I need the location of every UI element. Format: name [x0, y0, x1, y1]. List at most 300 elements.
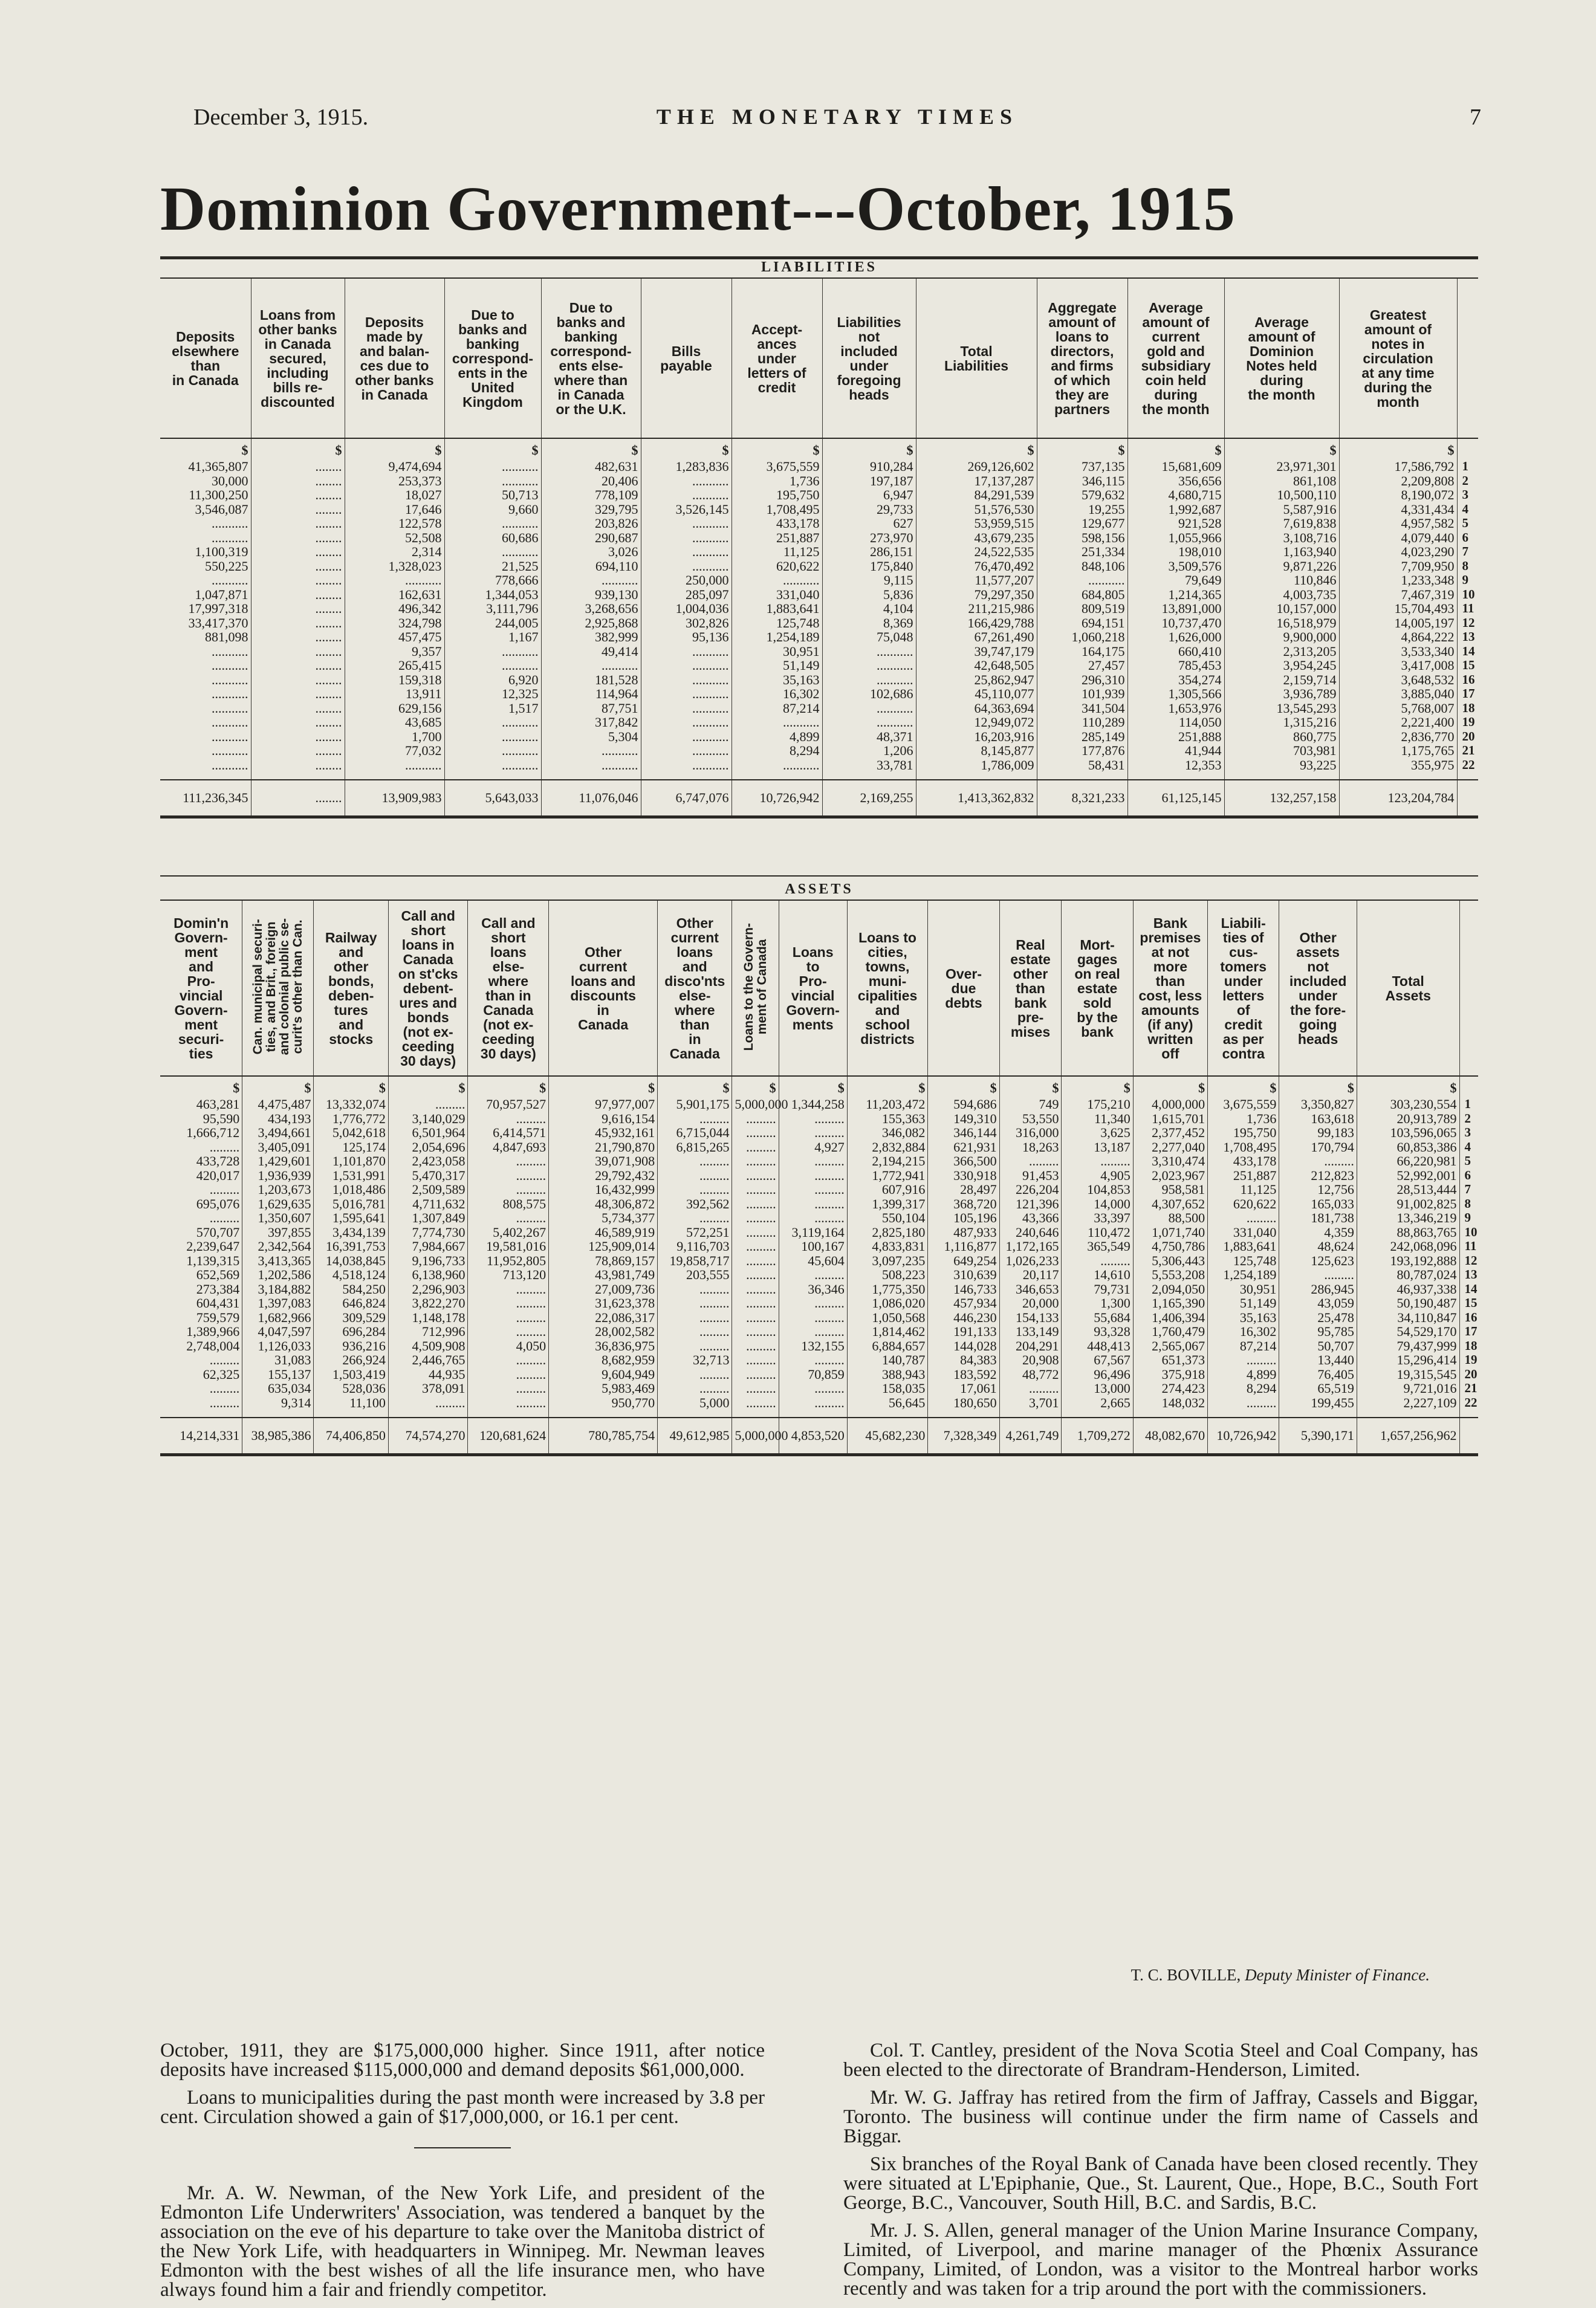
table-cell: 1,175,765: [1339, 744, 1457, 758]
line-number: 5: [1459, 1154, 1478, 1169]
table-cell: ...........: [212, 686, 248, 701]
table-cell: 936,216: [314, 1339, 388, 1353]
total-cell: 1,709,272: [1062, 1418, 1133, 1453]
table-cell: ........: [251, 730, 345, 744]
table-cell: 19,315,545: [1357, 1367, 1459, 1382]
table-cell: 1,206: [822, 744, 916, 758]
table-cell: 331,040: [1208, 1225, 1279, 1240]
table-cell: 5,000,000: [732, 1097, 779, 1112]
table-cell: ...........: [212, 715, 248, 730]
table-cell: .........: [468, 1112, 549, 1126]
table-cell: 253,373: [345, 474, 444, 488]
table-cell: 1,004,036: [641, 601, 731, 616]
line-number-header: [1457, 279, 1478, 438]
table-cell: 244,005: [444, 616, 541, 630]
table-cell: ........: [251, 630, 345, 644]
table-cell: 1,026,233: [999, 1254, 1062, 1268]
table-cell: 42,648,505: [916, 658, 1037, 673]
table-cell: 3,350,827: [1279, 1097, 1357, 1112]
table-cell: .........: [658, 1282, 732, 1297]
unit-cell: $: [251, 438, 345, 459]
table-cell: 341,504: [1037, 701, 1127, 716]
unit-cell: $: [1208, 1076, 1279, 1097]
table-cell: 13,440: [1279, 1353, 1357, 1367]
table-cell: 58,431: [1037, 758, 1127, 773]
table-cell: 3,405,091: [242, 1140, 314, 1155]
table-cell: 584,250: [314, 1282, 388, 1297]
unit-cell: $: [732, 1076, 779, 1097]
table-cell: ........: [251, 758, 345, 773]
table-cell: 66,220,981: [1357, 1154, 1459, 1169]
table-cell: 1,708,495: [731, 502, 822, 517]
table-row: [160, 488, 1478, 502]
table-cell: 45,110,077: [916, 687, 1037, 701]
table-cell: 21,525: [444, 559, 541, 574]
table-cell: 3,413,365: [242, 1254, 314, 1268]
table-cell: 4,359: [1279, 1225, 1357, 1240]
table-cell: .........: [388, 1396, 468, 1410]
table-cell: 296,310: [1037, 673, 1127, 687]
table-cell: 594,686: [928, 1097, 999, 1112]
table-cell: ...........: [641, 701, 731, 716]
table-cell: 12,756: [1279, 1182, 1357, 1197]
table-cell: 604,431: [196, 1295, 240, 1311]
table-cell: 240,646: [999, 1225, 1062, 1240]
table-cell: 7,619,838: [1224, 516, 1339, 531]
table-cell: 3,268,656: [541, 601, 641, 616]
line-number: 12: [1459, 1254, 1478, 1268]
table-cell: .........: [779, 1268, 847, 1282]
table-cell: .........: [732, 1296, 779, 1311]
table-cell: 15,681,609: [1127, 459, 1224, 474]
table-cell: 87,751: [541, 701, 641, 716]
table-cell: 122,578: [345, 516, 444, 531]
table-cell: 52,508: [345, 531, 444, 545]
table-cell: 121,396: [999, 1197, 1062, 1211]
table-cell: 80,787,024: [1357, 1268, 1459, 1282]
article-paragraph: Col. T. Cantley, president of the Nova Scotia Steel and Coal Company, has been elected to the directorate of Brandram-Henderson, Limited.: [843, 2040, 1478, 2081]
table-row: [160, 573, 1478, 588]
total-cell: ........: [251, 780, 345, 815]
table-cell: 4,000,000: [1133, 1097, 1207, 1112]
table-cell: 48,306,872: [549, 1197, 658, 1211]
table-cell: ...........: [641, 658, 731, 673]
table-cell: ........: [251, 701, 345, 716]
table-cell: 100,167: [779, 1239, 847, 1254]
table-cell: 79,437,999: [1357, 1339, 1459, 1353]
table-cell: 570,707: [196, 1224, 240, 1240]
table-row: [160, 601, 1478, 616]
total-cell: 120,681,624: [468, 1418, 549, 1453]
table-cell: 56,645: [847, 1396, 928, 1410]
table-cell: .........: [779, 1381, 847, 1396]
table-cell: 1,254,189: [1208, 1268, 1279, 1282]
table-cell: 12,949,072: [916, 715, 1037, 730]
total-cell: 1,413,362,832: [916, 780, 1037, 815]
spacer-cell: [731, 772, 822, 780]
table-cell: 53,550: [999, 1112, 1062, 1126]
table-cell: 195,750: [731, 488, 822, 502]
unit-cell: $: [1224, 438, 1339, 459]
table-cell: 434,193: [242, 1112, 314, 1126]
table-cell: 4,050: [468, 1339, 549, 1353]
table-cell: 31,623,378: [549, 1296, 658, 1311]
table-cell: 9,871,226: [1224, 559, 1339, 574]
spacer-row: [160, 1410, 1478, 1418]
table-cell: .........: [388, 1097, 468, 1112]
table-cell: 48,371: [822, 730, 916, 744]
table-cell: 1,172,165: [999, 1239, 1062, 1254]
table-cell: 482,631: [541, 459, 641, 474]
table-cell: .........: [779, 1182, 847, 1197]
column-header: [242, 901, 314, 1076]
table-cell: .........: [468, 1154, 549, 1169]
table-cell: 30,951: [1208, 1282, 1279, 1297]
table-cell: 4,475,487: [242, 1097, 314, 1112]
table-row: [160, 1353, 1478, 1367]
table-cell: 36,836,975: [549, 1339, 658, 1353]
table-cell: ...........: [212, 643, 248, 659]
unit-row: [160, 438, 1478, 459]
table-cell: 433,178: [731, 516, 822, 531]
table-cell: 32,713: [658, 1353, 732, 1367]
table-cell: .........: [209, 1395, 240, 1410]
table-cell: 24,522,535: [916, 545, 1037, 559]
issue-date: December 3, 1915.: [193, 105, 369, 130]
table-cell: 114,050: [1127, 715, 1224, 730]
table-cell: 226,204: [999, 1182, 1062, 1197]
table-cell: ...........: [444, 730, 541, 744]
line-number-cell: [1457, 780, 1478, 815]
table-cell: .........: [732, 1211, 779, 1225]
total-cell: 49,612,985: [658, 1418, 732, 1453]
table-cell: .........: [468, 1296, 549, 1311]
table-cell: ...........: [822, 715, 916, 730]
table-cell: 95,590: [203, 1110, 240, 1126]
table-cell: 30,951: [731, 644, 822, 659]
table-cell: 397,855: [242, 1225, 314, 1240]
total-cell: 7,328,349: [928, 1418, 999, 1453]
line-number: 16: [1457, 673, 1478, 687]
line-number: 15: [1457, 658, 1478, 673]
table-cell: 43,366: [999, 1211, 1062, 1225]
table-cell: 2,209,808: [1339, 474, 1457, 488]
table-cell: 433,178: [1208, 1154, 1279, 1169]
table-cell: 1,760,479: [1133, 1324, 1207, 1339]
spacer-cell: [1224, 772, 1339, 780]
table-cell: 46,937,338: [1357, 1282, 1459, 1297]
table-cell: 175,840: [822, 559, 916, 574]
table-cell: 3,119,164: [779, 1225, 847, 1240]
table-cell: 25,478: [1279, 1311, 1357, 1325]
table-cell: 11,300,250: [189, 487, 248, 502]
table-cell: ...........: [541, 758, 641, 773]
table-cell: 1,060,218: [1037, 630, 1127, 644]
table-cell: 8,682,959: [549, 1353, 658, 1367]
table-row: [160, 1296, 1478, 1311]
column-header: Railway and other bonds, deben- tures and stocks: [314, 901, 388, 1076]
table-cell: 1,148,178: [388, 1311, 468, 1325]
table-cell: 88,863,765: [1357, 1225, 1459, 1240]
table-cell: 28,513,444: [1357, 1182, 1459, 1197]
table-cell: .........: [732, 1112, 779, 1126]
signature: [1131, 1966, 1430, 1985]
column-header: Domin'n Govern- ment and Pro- vincial Govern- ment securi- ties: [160, 901, 242, 1076]
table-cell: .........: [658, 1211, 732, 1225]
table-cell: ...........: [444, 644, 541, 659]
table-cell: 1,615,701: [1133, 1112, 1207, 1126]
spacer-cell: [160, 772, 251, 780]
table-cell: 9,616,154: [549, 1112, 658, 1126]
table-cell: 4,847,693: [468, 1140, 549, 1155]
spacer-cell: [251, 772, 345, 780]
unit-cell: $: [1357, 1076, 1459, 1097]
table-cell: 162,631: [345, 588, 444, 602]
unit-cell: $: [999, 1076, 1062, 1097]
table-row: [160, 502, 1478, 517]
line-number: 14: [1459, 1282, 1478, 1297]
table-cell: 1,307,849: [388, 1211, 468, 1225]
table-cell: 354,274: [1127, 673, 1224, 687]
unit-cell: $: [233, 1080, 240, 1096]
table-cell: .........: [779, 1296, 847, 1311]
table-cell: 3,097,235: [847, 1254, 928, 1268]
total-cell: 4,853,520: [779, 1418, 847, 1453]
table-cell: 3,822,270: [388, 1296, 468, 1311]
table-cell: 13,000: [1062, 1381, 1133, 1396]
table-cell: .........: [658, 1311, 732, 1325]
table-cell: 3,026: [541, 545, 641, 559]
table-cell: ...........: [641, 488, 731, 502]
table-cell: ...........: [444, 715, 541, 730]
column-header: Mort- gages on real estate sold by the bank: [1062, 901, 1133, 1076]
table-cell: .........: [468, 1182, 549, 1197]
table-cell: 166,429,788: [916, 616, 1037, 630]
table-cell: 2,023,967: [1133, 1169, 1207, 1183]
table-cell: 2,194,215: [847, 1154, 928, 1169]
table-cell: ...........: [212, 572, 248, 588]
total-cell: 132,257,158: [1224, 780, 1339, 815]
table-cell: ...........: [822, 701, 916, 716]
table-cell: 10,157,000: [1224, 601, 1339, 616]
table-cell: 958,581: [1133, 1182, 1207, 1197]
table-cell: 463,281: [196, 1097, 240, 1112]
table-cell: .........: [468, 1396, 549, 1410]
table-cell: .........: [658, 1154, 732, 1169]
table-cell: 7,774,730: [388, 1225, 468, 1240]
table-cell: 1,503,419: [314, 1367, 388, 1382]
table-cell: ...........: [345, 573, 444, 588]
table-cell: 3,885,040: [1339, 687, 1457, 701]
table-cell: 199,455: [1279, 1396, 1357, 1410]
spacer-cell: [822, 772, 916, 780]
liabilities-table: [160, 279, 1478, 815]
table-cell: .........: [658, 1112, 732, 1126]
table-cell: 60,853,386: [1357, 1140, 1459, 1155]
spacer-cell: [1279, 1410, 1357, 1418]
line-number: 4: [1459, 1140, 1478, 1155]
total-cell: 1,657,256,962: [1357, 1418, 1459, 1453]
table-cell: ........: [251, 744, 345, 758]
table-cell: .........: [468, 1367, 549, 1382]
table-cell: 1,776,772: [314, 1112, 388, 1126]
table-cell: 433,728: [196, 1153, 240, 1169]
line-number: 21: [1459, 1381, 1478, 1396]
table-cell: 695,076: [196, 1196, 240, 1211]
table-cell: 5,042,618: [314, 1126, 388, 1140]
table-cell: .........: [779, 1169, 847, 1183]
table-cell: .........: [732, 1268, 779, 1282]
table-cell: 195,750: [1208, 1126, 1279, 1140]
table-cell: 13,911: [345, 687, 444, 701]
table-cell: .........: [468, 1381, 549, 1396]
table-cell: .........: [658, 1367, 732, 1382]
table-row: [160, 1239, 1478, 1254]
spacer-cell: [549, 1410, 658, 1418]
table-row: [160, 1311, 1478, 1325]
unit-cell: $: [731, 438, 822, 459]
article-column-right: [843, 2041, 1478, 2307]
table-cell: .........: [779, 1154, 847, 1169]
table-cell: 5,016,781: [314, 1197, 388, 1211]
table-cell: 149,310: [928, 1112, 999, 1126]
table-cell: ........: [251, 715, 345, 730]
total-cell: 123,204,784: [1339, 780, 1457, 815]
table-cell: ...........: [731, 758, 822, 773]
table-cell: 158,035: [847, 1381, 928, 1396]
table-cell: ...........: [1037, 573, 1127, 588]
table-cell: 1,055,966: [1127, 531, 1224, 545]
table-cell: 346,082: [847, 1126, 928, 1140]
spacer-cell: [1339, 772, 1457, 780]
table-cell: 5,734,377: [549, 1211, 658, 1225]
table-cell: 496,342: [345, 601, 444, 616]
line-number: 19: [1459, 1353, 1478, 1367]
table-cell: 1,397,083: [242, 1296, 314, 1311]
table-cell: 45,932,161: [549, 1126, 658, 1140]
table-cell: 3,310,474: [1133, 1154, 1207, 1169]
table-cell: ...........: [444, 545, 541, 559]
table-cell: 652,569: [196, 1267, 240, 1282]
table-cell: .........: [468, 1324, 549, 1339]
unit-cell: $: [541, 438, 641, 459]
table-cell: 20,908: [999, 1353, 1062, 1367]
column-header: Deposits elsewhere than in Canada: [160, 279, 251, 438]
signatory-name: T. C. BOVILLE,: [1130, 1966, 1241, 1984]
table-cell: ........: [251, 644, 345, 659]
table-cell: ...........: [641, 744, 731, 758]
table-cell: ...........: [731, 573, 822, 588]
table-row: [160, 1339, 1478, 1353]
table-cell: 11,100: [314, 1396, 388, 1410]
table-cell: 3,701: [999, 1396, 1062, 1410]
table-cell: 16,391,753: [314, 1239, 388, 1254]
line-number: 18: [1459, 1339, 1478, 1353]
table-cell: .........: [779, 1211, 847, 1225]
table-cell: 203,826: [541, 516, 641, 531]
table-cell: 76,405: [1279, 1367, 1357, 1382]
table-cell: 14,000: [1062, 1197, 1133, 1211]
table-cell: 2,446,765: [388, 1353, 468, 1367]
table-cell: 129,677: [1037, 516, 1127, 531]
table-cell: 62,325: [203, 1366, 240, 1382]
table-cell: 1,163,940: [1224, 545, 1339, 559]
table-cell: 5,306,443: [1133, 1254, 1207, 1268]
table-row: [160, 1367, 1478, 1382]
total-cell: 4,261,749: [999, 1418, 1062, 1453]
table-cell: .........: [209, 1210, 240, 1225]
table-cell: 21,790,870: [549, 1140, 658, 1155]
table-cell: 5,304: [541, 730, 641, 744]
table-cell: 14,038,845: [314, 1254, 388, 1268]
table-cell: 46,589,919: [549, 1225, 658, 1240]
total-cell: 111,236,345: [160, 780, 251, 815]
table-cell: 41,365,807: [188, 459, 248, 474]
column-header: Bills payable: [641, 279, 731, 438]
table-cell: 286,151: [822, 545, 916, 559]
table-cell: 197,187: [822, 474, 916, 488]
table-cell: 1,517: [444, 701, 541, 716]
table-cell: 8,145,877: [916, 744, 1037, 758]
table-cell: 16,302: [1208, 1324, 1279, 1339]
table-cell: 316,000: [999, 1126, 1062, 1140]
table-cell: .........: [779, 1311, 847, 1325]
column-header: Aggregate amount of loans to directors, and firms of which they are partners: [1037, 279, 1127, 438]
table-cell: ...........: [212, 743, 248, 758]
assets-table: [160, 901, 1478, 1453]
table-cell: 1,389,966: [186, 1324, 240, 1339]
table-cell: 163,618: [1279, 1112, 1357, 1126]
table-cell: .........: [732, 1254, 779, 1268]
unit-cell: $: [242, 1076, 314, 1097]
line-number: 11: [1457, 601, 1478, 616]
line-number: 21: [1457, 744, 1478, 758]
table-cell: 110,289: [1037, 715, 1127, 730]
table-cell: 211,215,986: [916, 601, 1037, 616]
liabilities-heading: LIABILITIES: [761, 259, 878, 275]
table-cell: 133,149: [999, 1324, 1062, 1339]
table-cell: 9,604,949: [549, 1367, 658, 1382]
total-cell: 5,390,171: [1279, 1418, 1357, 1453]
table-cell: 51,149: [731, 658, 822, 673]
line-number: 13: [1457, 630, 1478, 644]
journal-name: THE MONETARY TIMES: [656, 105, 1019, 129]
table-cell: 4,957,582: [1339, 516, 1457, 531]
table-cell: 388,943: [847, 1367, 928, 1382]
table-cell: 778,109: [541, 488, 641, 502]
table-cell: 53,959,515: [916, 516, 1037, 531]
table-cell: 2,565,067: [1133, 1339, 1207, 1353]
table-cell: 346,144: [928, 1126, 999, 1140]
table-cell: 51,149: [1208, 1296, 1279, 1311]
table-cell: 25,862,947: [916, 673, 1037, 687]
table-cell: 193,192,888: [1357, 1254, 1459, 1268]
table-cell: ...........: [641, 644, 731, 659]
table-cell: 703,981: [1224, 744, 1339, 758]
totals-row: [160, 780, 1478, 815]
table-row: [160, 1097, 1478, 1112]
table-cell: ...........: [444, 459, 541, 474]
table-cell: 1,126,033: [242, 1339, 314, 1353]
table-cell: 3,936,789: [1224, 687, 1339, 701]
table-cell: ...........: [212, 516, 248, 531]
column-header: Average amount of Dominion Notes held during the month: [1224, 279, 1339, 438]
table-cell: 2,277,040: [1133, 1140, 1207, 1155]
column-header: Due to banks and banking correspond- ents in the United Kingdom: [444, 279, 541, 438]
table-cell: 29,733: [822, 502, 916, 517]
spacer-cell: [1133, 1410, 1207, 1418]
unit-row: [160, 1076, 1478, 1097]
